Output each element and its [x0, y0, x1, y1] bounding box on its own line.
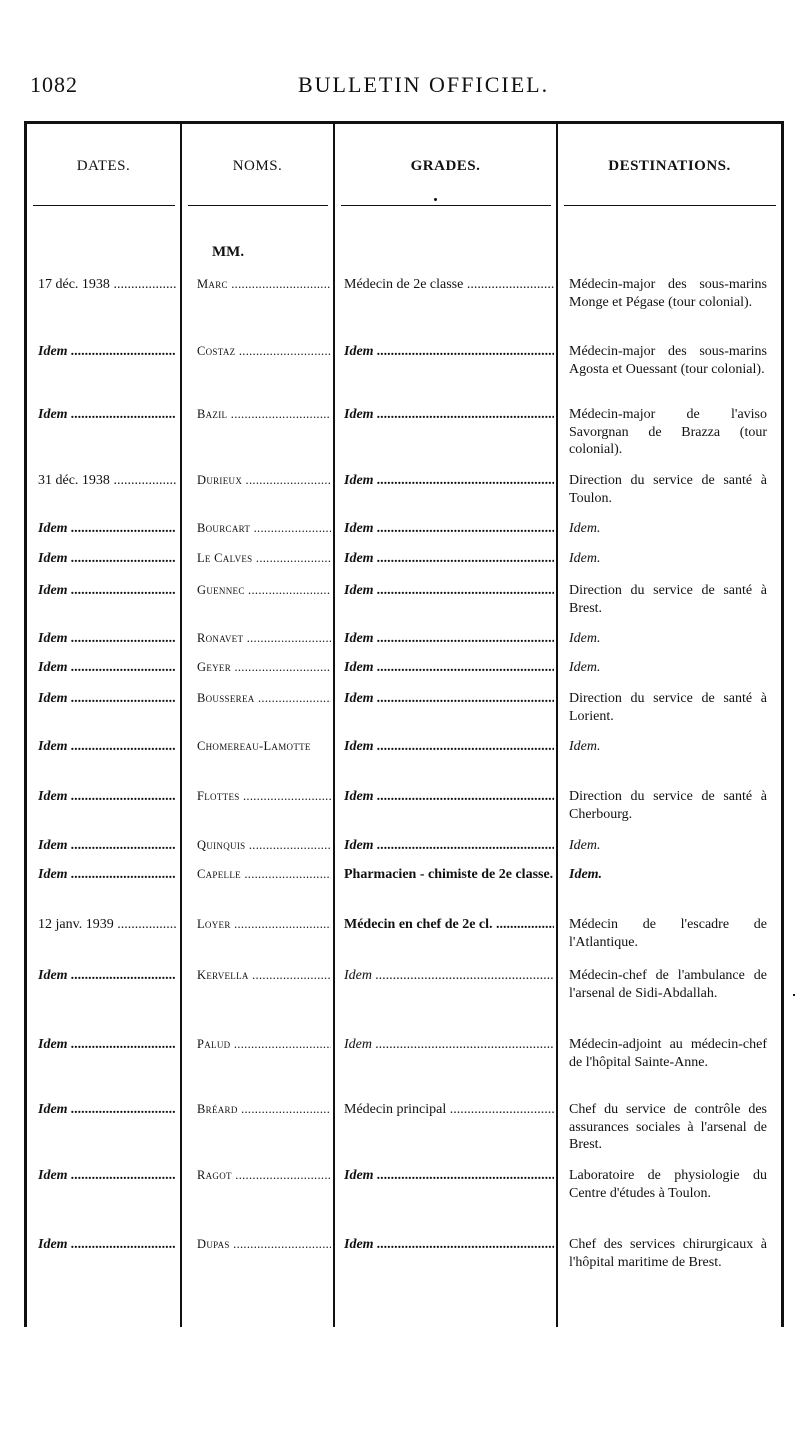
grade-cell: Idem ..... [344, 690, 554, 708]
column-divider-1 [180, 121, 182, 1327]
grade-cell: Médecin principal ..... [344, 1101, 554, 1119]
date-cell: Idem ..... [38, 630, 176, 648]
destination-cell: Idem. [569, 660, 601, 675]
destination-cell: Idem. [569, 838, 601, 853]
destination-cell: Médecin-major des sous-marins Monge et Pégase (tour colonial). [569, 277, 767, 310]
date-cell: Idem ..... [38, 788, 176, 806]
name-cell: Bourcart ..... [197, 520, 331, 538]
destination-cell: Idem. [569, 521, 601, 536]
date-cell: Idem ..... [38, 343, 176, 361]
running-head: BULLETIN OFFICIEL. [298, 72, 550, 97]
print-dot [434, 198, 437, 201]
name-cell: Durieux ..... [197, 472, 331, 490]
date-cell: Idem ..... [38, 659, 176, 677]
date-cell: Idem ..... [38, 406, 176, 424]
grade-cell: Idem ..... [344, 837, 554, 855]
date-cell: Idem ..... [38, 1167, 176, 1185]
destination-cell: Idem. [569, 739, 601, 754]
destination-cell: Idem. [569, 631, 601, 646]
name-cell: Chomereau-Lamotte [197, 739, 311, 753]
page-number: 1082 [30, 72, 78, 97]
grade-cell: Idem ..... [344, 520, 554, 538]
date-cell: Idem ..... [38, 690, 176, 708]
destination-cell: Idem. [569, 867, 603, 882]
column-header-destinations: DESTINATIONS. [608, 158, 731, 174]
destination-cell: Direction du service de santé à Cherbourg. [569, 789, 767, 822]
column-header-grades: GRADES. [410, 158, 481, 174]
destination-cell: Médecin-chef de l'ambulance de l'arsenal de Sidi-Abdallah. [569, 968, 767, 1001]
grade-cell: Idem ..... [344, 788, 554, 806]
destination-cell: Laboratoire de physiologie du Centre d'études à Toulon. [569, 1168, 767, 1201]
name-cell: Marc ..... [197, 276, 331, 294]
grade-cell: Idem ..... [344, 550, 554, 568]
destination-cell: Idem. [569, 551, 601, 566]
name-cell: Kervella ..... [197, 967, 331, 985]
destination-cell: Médecin de l'escadre de l'Atlantique. [569, 917, 767, 950]
destination-cell: Médecin-adjoint au médecin-chef de l'hôpital Sainte-Anne. [569, 1037, 767, 1070]
name-cell: Bousserea ..... [197, 690, 331, 708]
grade-cell: Idem ..... [344, 630, 554, 648]
date-cell: Idem ..... [38, 1036, 176, 1054]
column-header-dates: DATES. [76, 158, 131, 174]
name-cell: Quinquis ..... [197, 837, 331, 855]
date-cell: 31 déc. 1938 ..... [38, 472, 176, 490]
grade-cell: Idem ..... [344, 472, 554, 490]
date-cell: Idem ..... [38, 738, 176, 756]
header-rule-grades [341, 205, 551, 206]
date-cell: Idem ..... [38, 1236, 176, 1254]
grade-cell: Idem ..... [344, 343, 554, 361]
grade-cell: Idem ..... [344, 1236, 554, 1254]
header-rule-destinations [564, 205, 776, 206]
name-cell: Ronavet ..... [197, 630, 331, 648]
date-cell: Idem ..... [38, 520, 176, 538]
grade-cell: Idem ..... [344, 738, 554, 756]
name-cell: Ragot ..... [197, 1167, 331, 1185]
date-cell: Idem ..... [38, 866, 176, 884]
table-frame-top [24, 121, 784, 124]
name-cell: Guennec ..... [197, 582, 331, 600]
grade-cell: Médecin de 2e classe ..... [344, 276, 554, 294]
destination-cell: Direction du service de santé à Brest. [569, 583, 767, 616]
date-cell: Idem ..... [38, 550, 176, 568]
column-header-noms: NOMS. [232, 158, 283, 174]
date-cell: 12 janv. 1939 ..... [38, 916, 176, 934]
names-prefix: MM. [212, 244, 245, 260]
grade-cell: Idem ..... [344, 406, 554, 424]
margin-mark [793, 994, 795, 996]
grade-cell: Idem ..... [344, 582, 554, 600]
date-cell: Idem ..... [38, 582, 176, 600]
destination-cell: Direction du service de santé à Lorient. [569, 691, 767, 724]
destination-cell: Chef du service de contrôle des assurances sociales à l'arsenal de Brest. [569, 1102, 767, 1152]
name-cell: Capelle ..... [197, 866, 331, 884]
grade-cell: Médecin en chef de 2e cl. ..... [344, 916, 554, 934]
name-cell: Costaz ..... [197, 343, 331, 361]
date-cell: 17 déc. 1938 ..... [38, 276, 176, 294]
header-rule-dates [33, 205, 175, 206]
table-border-left [24, 121, 27, 1327]
name-cell: Loyer ..... [197, 916, 331, 934]
name-cell: Dupas ..... [197, 1236, 331, 1254]
grade-cell: Idem ..... [344, 967, 554, 985]
destination-cell: Médecin-major des sous-marins Agosta et Ouessant (tour colonial). [569, 344, 767, 377]
name-cell: Bréard ..... [197, 1101, 331, 1119]
grade-cell: Pharmacien - chimiste de 2e classe. [344, 867, 554, 882]
destination-cell: Chef des services chirurgicaux à l'hôpital maritime de Brest. [569, 1237, 767, 1270]
name-cell: Flottes ..... [197, 788, 331, 806]
destination-cell: Médecin-major de l'aviso Savorgnan de Brazza (tour colonial). [569, 407, 767, 457]
column-divider-3 [556, 121, 558, 1327]
grade-cell: Idem ..... [344, 659, 554, 677]
grade-cell: Idem ..... [344, 1036, 554, 1054]
date-cell: Idem ..... [38, 967, 176, 985]
date-cell: Idem ..... [38, 1101, 176, 1119]
grade-cell: Idem ..... [344, 1167, 554, 1185]
table-border-right [781, 121, 784, 1327]
name-cell: Bazil ..... [197, 406, 331, 424]
destination-cell: Direction du service de santé à Toulon. [569, 473, 767, 506]
name-cell: Palud ..... [197, 1036, 331, 1054]
name-cell: Le Calves ..... [197, 550, 331, 568]
date-cell: Idem ..... [38, 837, 176, 855]
header-rule-noms [188, 205, 328, 206]
column-divider-2 [333, 121, 335, 1327]
name-cell: Geyer ..... [197, 659, 331, 677]
